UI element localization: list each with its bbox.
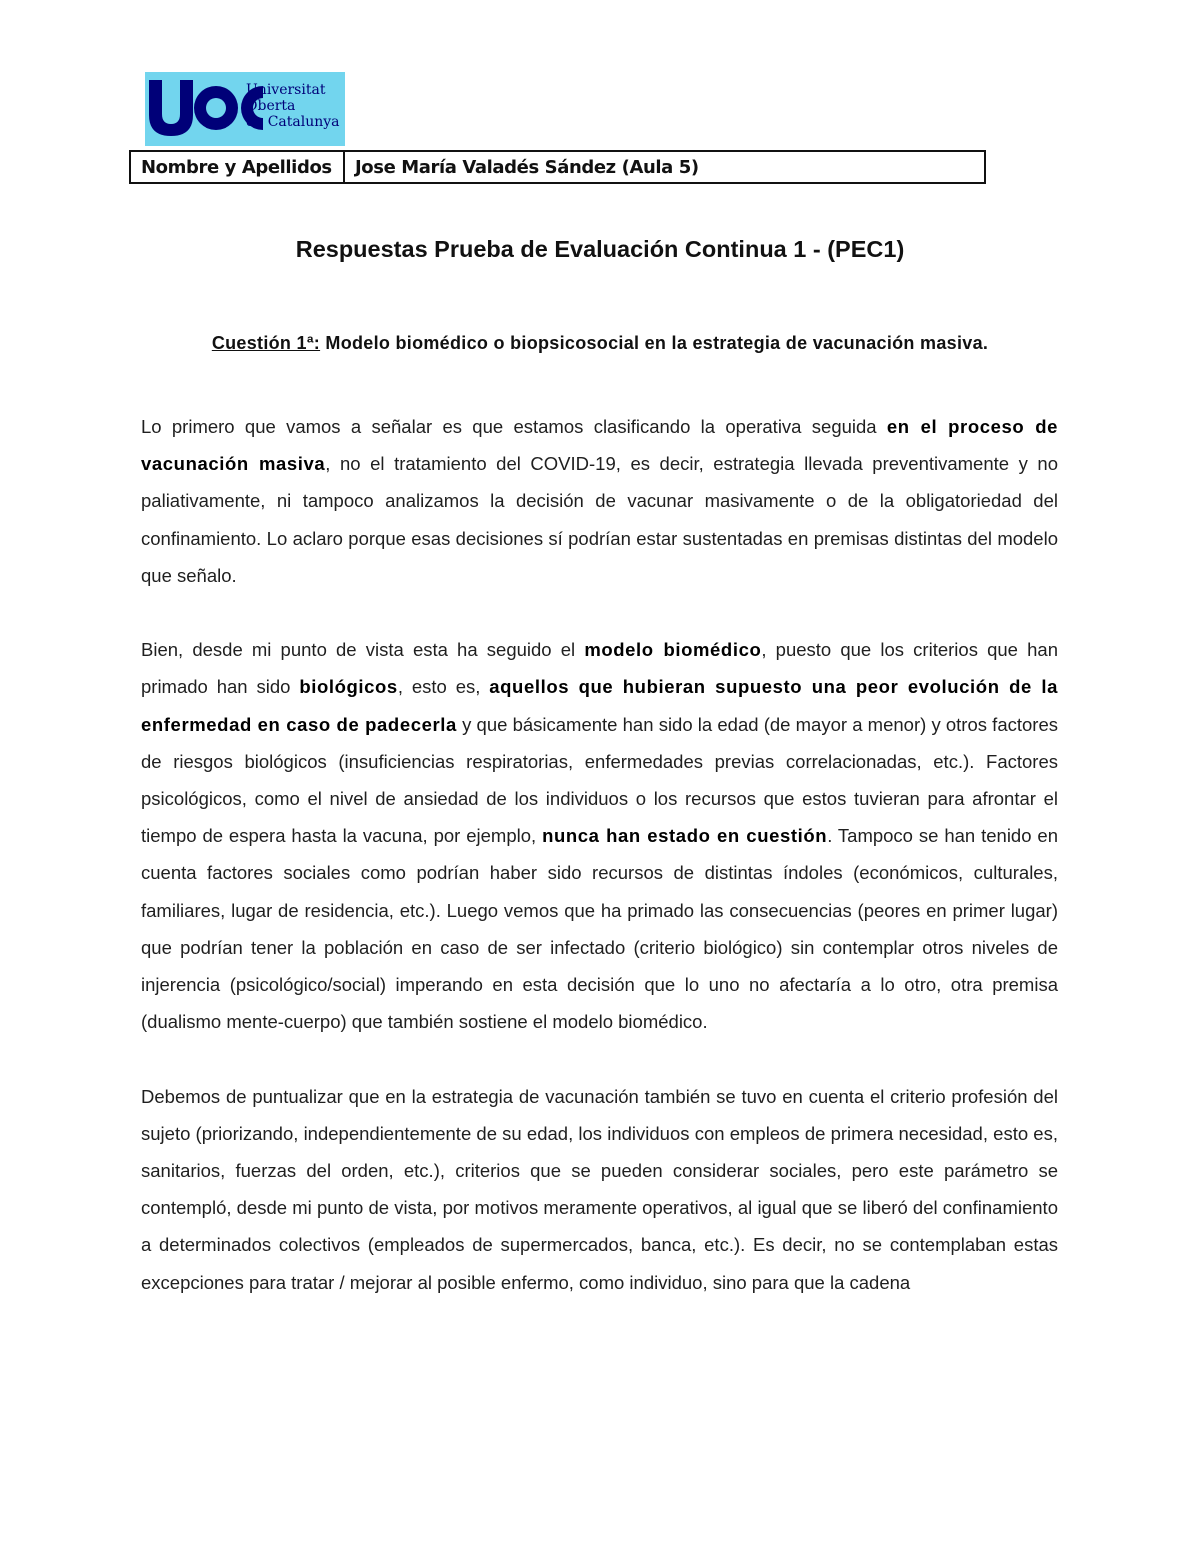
question-heading — [0, 333, 1200, 354]
text-run: Bien, desde mi punto de vista esta ha seguido el — [141, 639, 585, 661]
text-run: . Tampoco se han tenido en cuenta factores sociales como podrían haber sido recursos de distintas índoles (económicos, culturales, familiares, lugar de residencia, etc.). Luego vemos que ha primado las consecuencias (peores en primer lugar) que podrían tener la población en caso de ser infectado (criterio biológico) sin contemplar otros niveles de injerencia (psicológico/social) imperando en esta decisión que lo uno no afectaría a lo otro, otra premisa (dualismo mente-cuerpo) que también sostiene el modelo biomédico. — [141, 825, 1059, 1033]
uoc-logo — [145, 72, 345, 146]
question-label: Cuestión 1ª: — [211, 333, 321, 353]
paragraph — [141, 1078, 1058, 1301]
name-label-cell: Nombre y Apellidos — [131, 152, 345, 182]
document-title: Respuestas Prueba de Evaluación Continua 1 - (PEC1) — [295, 236, 905, 262]
paragraph — [141, 631, 1058, 1040]
bold-phrase: biológicos — [299, 676, 398, 698]
student-name-table — [129, 150, 986, 184]
logo-line3: de Catalunya — [246, 114, 340, 130]
name-value-cell: Jose María Valadés Sández (Aula 5) — [355, 156, 699, 178]
bold-phrase: en el proceso de vacunación masiva — [141, 416, 1058, 475]
uoc-logo-mark — [145, 72, 345, 146]
bold-phrase: aquellos que hubieran supuesto una peor evolución de la enfermedad en caso de padecerla — [141, 676, 1058, 735]
text-run: Debemos de puntualizar que en la estrategia de vacunación también se tuvo en cuenta el criterio profesión del sujeto (priorizando, independientemente de su edad, los individuos con empleos de primera necesidad, esto es, sanitarios, fuerzas del orden, etc.), criterios que se pueden considerar sociales, pero este parámetro se contempló, desde mi punto de vista, por motivos meramente operativos, al igual que se liberó del confinamiento a determinados colectivos (empleados de supermercados, banca, etc.). Es decir, no se contemplaban estas excepciones para tratar / mejorar al posible enfermo, como individuo, sino para que la cadena — [141, 1085, 1058, 1293]
question-text: Modelo biomédico o biopsicosocial en la estrategia de vacunación masiva. — [320, 333, 989, 353]
text-run: , puesto que los criterios que han primado han sido — [141, 639, 1058, 698]
text-run: Lo primero que vamos a señalar es que estamos clasificando la operativa seguida — [141, 416, 887, 437]
logo-letter-u — [149, 80, 193, 136]
paragraph — [141, 408, 1058, 594]
bold-phrase: nunca han estado en cuestión — [542, 825, 828, 847]
logo-line1: Universitat — [246, 82, 326, 98]
text-run: , no el tratamiento del COVID-19, es decir, estrategia llevada preventivamente y no paliativamente, ni tampoco analizamos la decisión de vacunar masivamente o de la obligatoriedad del confinamiento. Lo aclaro porque esas decisiones sí podrían estar sustentadas en premisas distintas del modelo que señalo. — [141, 453, 1058, 586]
answer-body — [141, 408, 1058, 1338]
logo-line2: Oberta — [246, 98, 296, 114]
text-run: y que básicamente han sido la edad (de mayor a menor) y otros factores de riesgos biológicos (insuficiencias respiratorias, enfermedades previas correlacionadas, etc.). Factores psicológicos, como el nivel de ansiedad de los individuos o los recursos que estos tuvieran para afrontar el tiempo de espera hasta la vacuna, por ejemplo, — [141, 713, 1058, 847]
text-run: , esto es, — [397, 676, 490, 698]
bold-phrase: modelo biomédico — [584, 639, 762, 661]
